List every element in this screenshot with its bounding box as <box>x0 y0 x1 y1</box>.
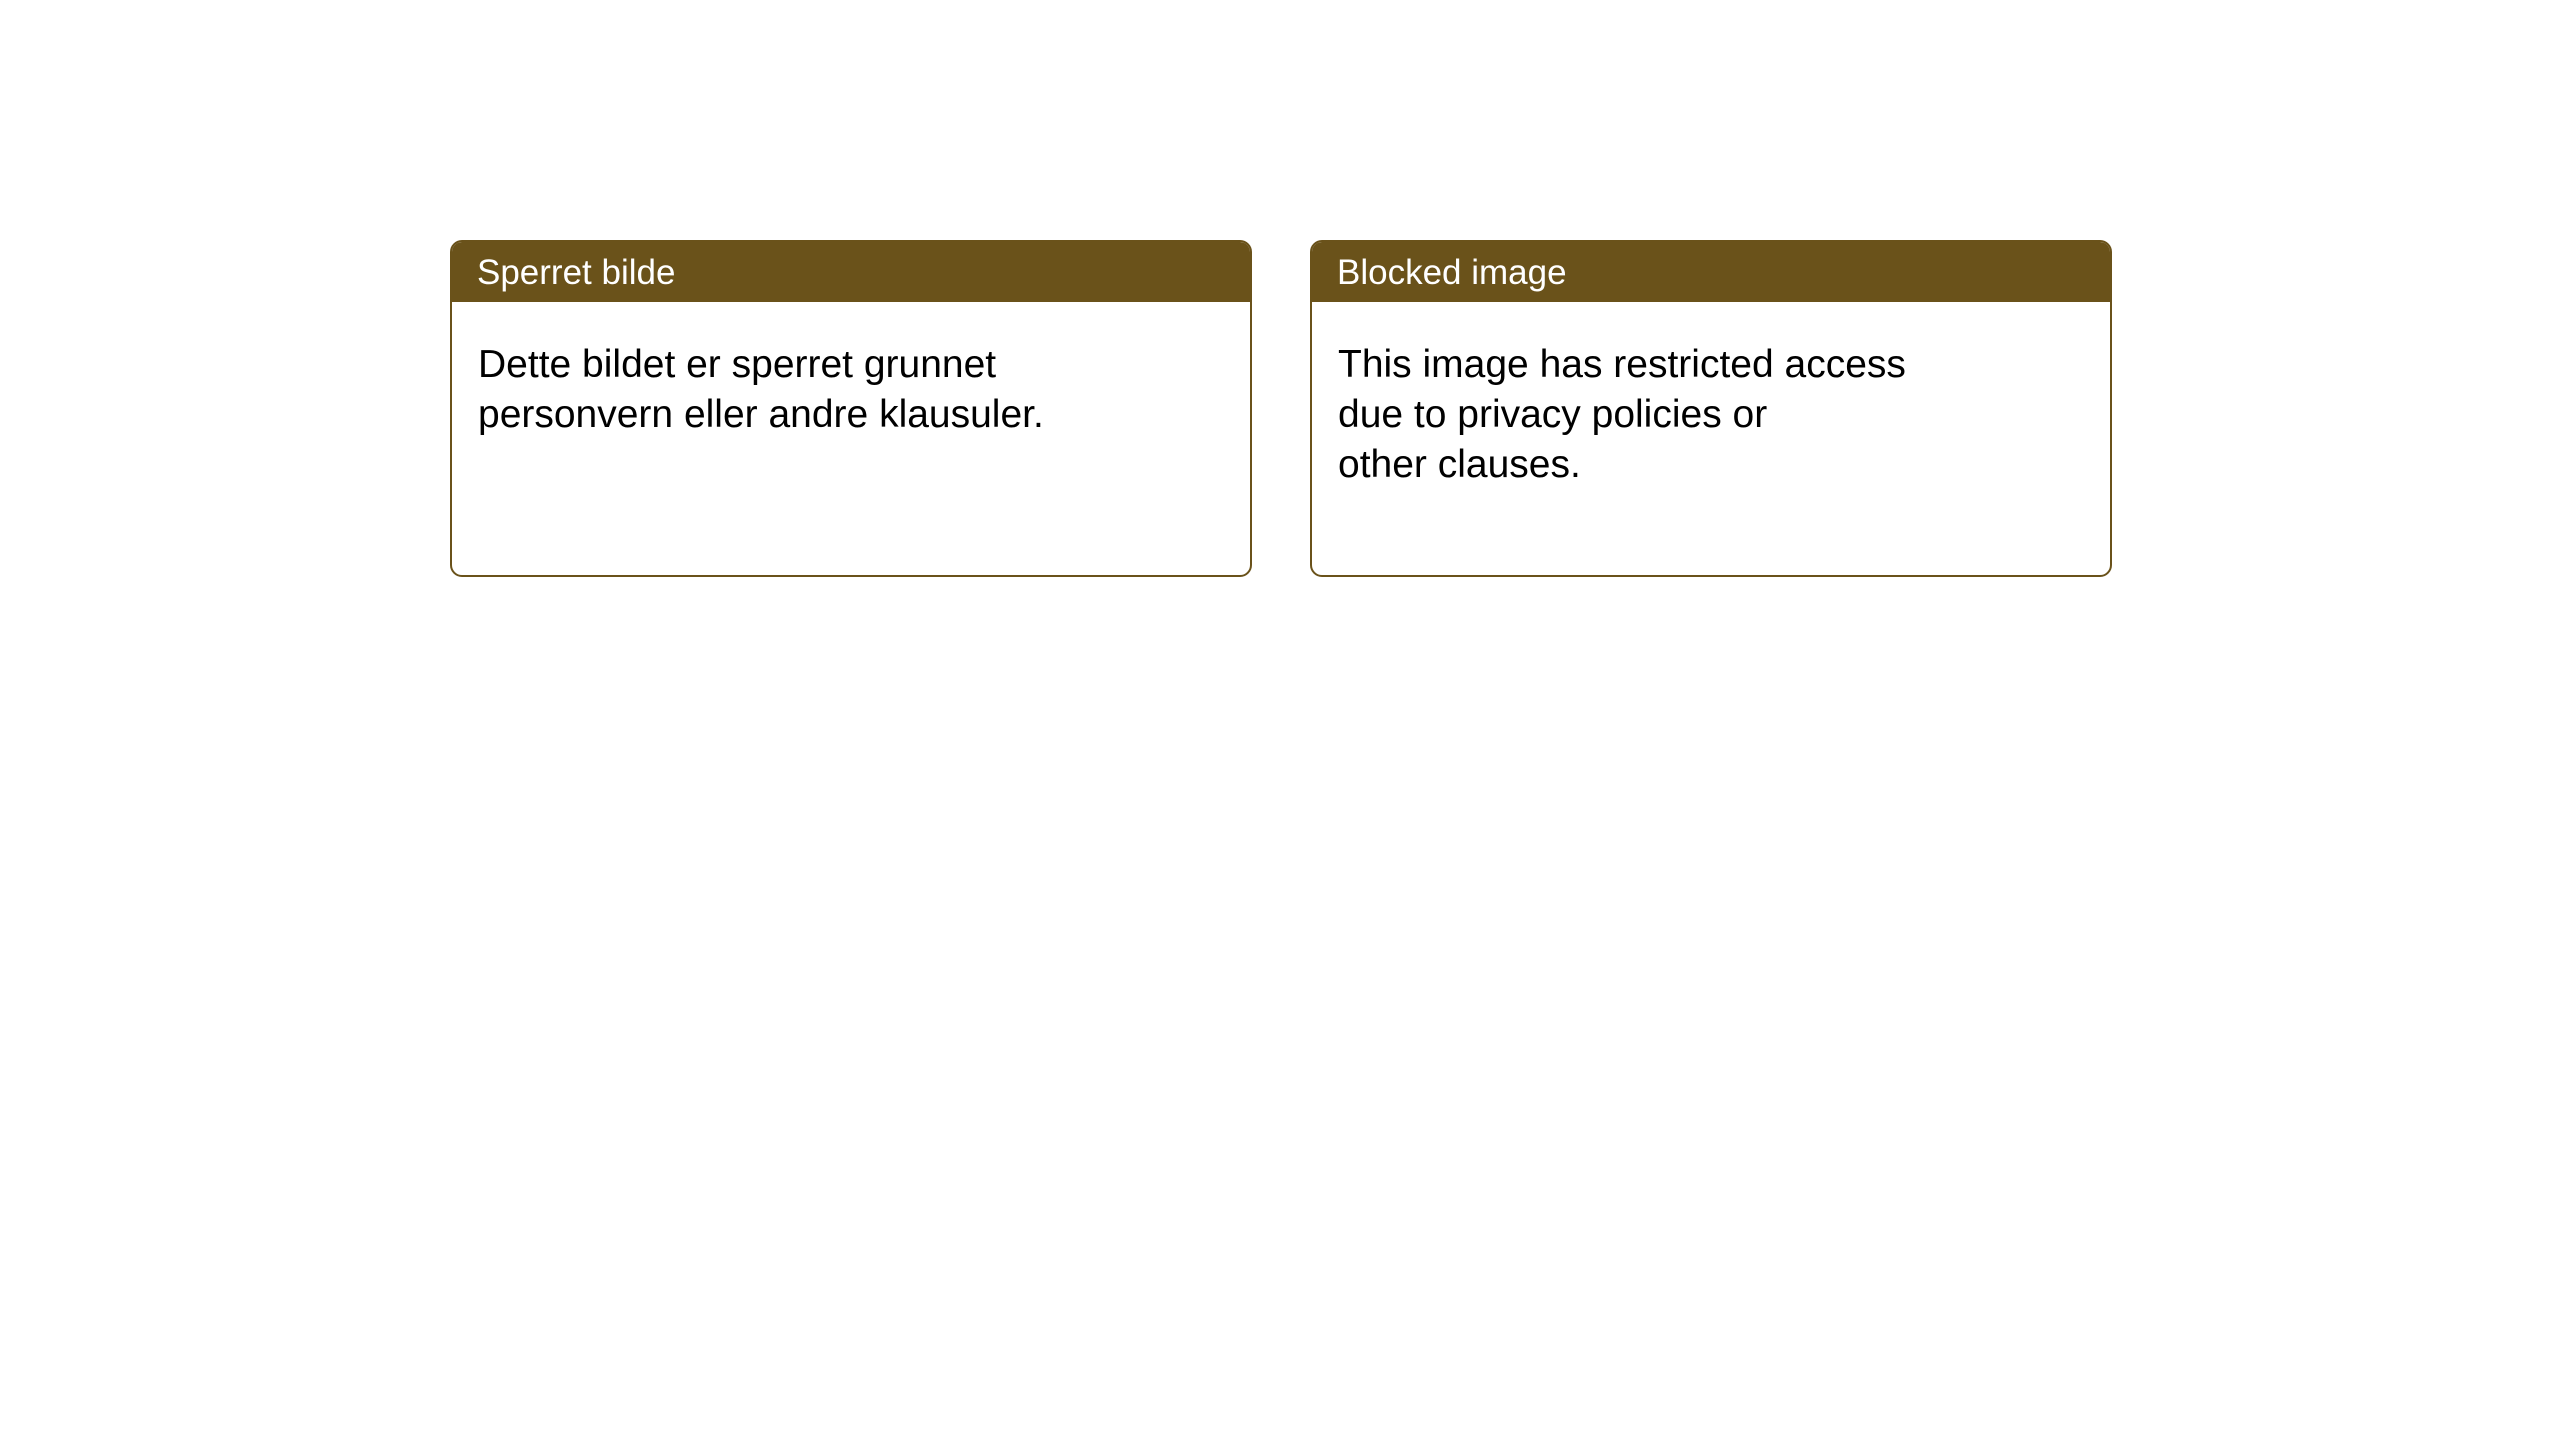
card-body-line: due to privacy policies or <box>1338 393 1768 436</box>
card-title-english: Blocked image <box>1337 252 1567 292</box>
card-header <box>1312 242 2110 302</box>
card-body-line: personvern eller andre klausuler. <box>478 393 1044 436</box>
card-body <box>1312 302 2110 490</box>
card-header <box>452 242 1250 302</box>
card-body-line: Dette bildet er sperret grunnet <box>478 343 997 386</box>
card-body <box>452 302 1250 440</box>
card-body-line: other clauses. <box>1338 443 1581 486</box>
blocked-image-card-english <box>1310 240 2112 577</box>
blocked-image-card-norwegian <box>450 240 1252 577</box>
card-title-norwegian: Sperret bilde <box>477 252 676 292</box>
card-body-line: This image has restricted access <box>1338 343 1906 386</box>
